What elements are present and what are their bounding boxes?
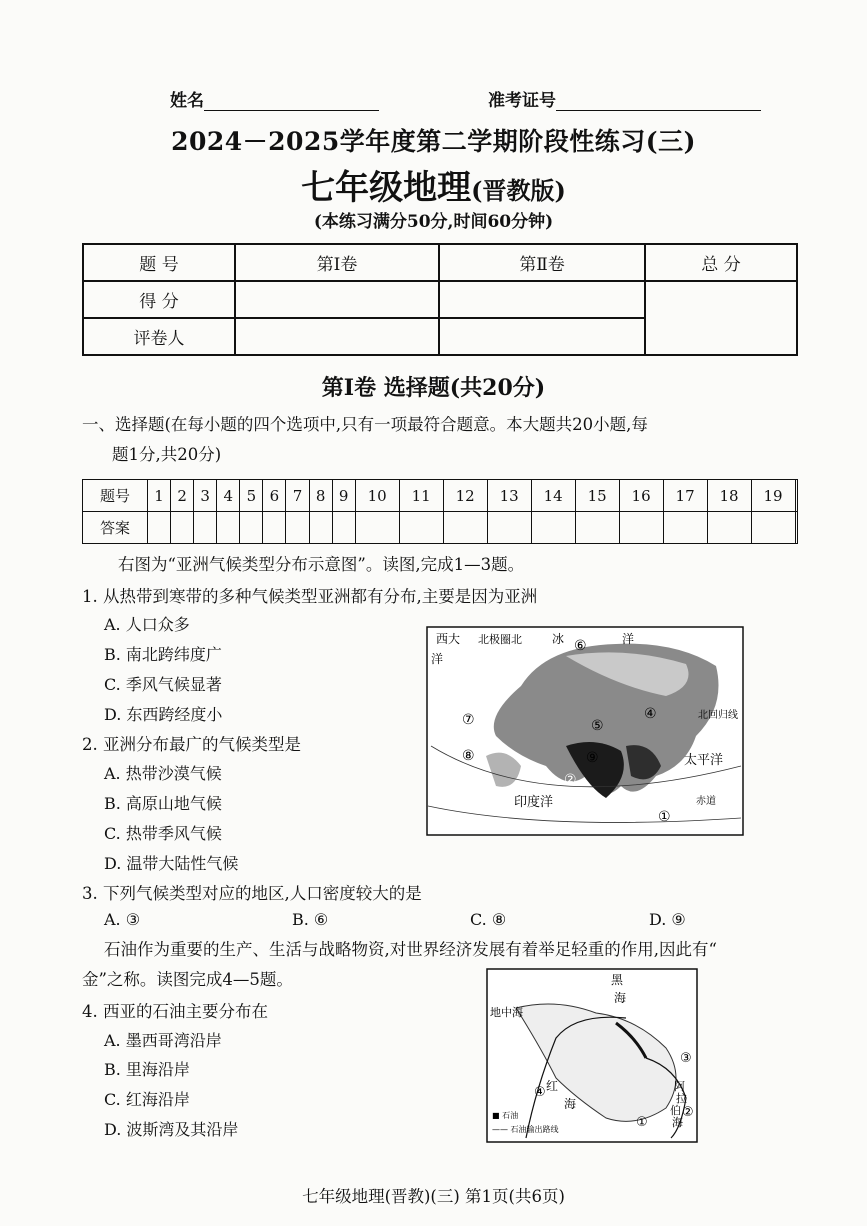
- answer-number-cell: 18: [707, 480, 751, 512]
- map-marker-6: ⑥: [574, 638, 587, 654]
- map-marker-5: ⑤: [591, 718, 604, 734]
- score-table: [82, 243, 798, 356]
- question-2-option-a: A. 热带沙漠气候: [104, 764, 222, 783]
- answer-input-cell[interactable]: [663, 512, 707, 544]
- answer-number-cell: 8: [309, 480, 332, 512]
- answer-input-cell-extra[interactable]: [795, 512, 797, 544]
- answer-number-cell: 6: [263, 480, 286, 512]
- label-sea1: 海: [614, 991, 627, 1005]
- asia-climate-map: [426, 626, 744, 836]
- answer-row-answer-label: 答案: [83, 512, 148, 544]
- answer-number-cell: 5: [240, 480, 263, 512]
- question-1-stem: 1. 从热带到寒带的多种气候类型亚洲都有分布,主要是因为亚洲: [82, 587, 538, 606]
- answer-number-cell-extra: [795, 480, 797, 512]
- map2-marker-3: ③: [680, 1051, 692, 1066]
- answer-input-cell[interactable]: [575, 512, 619, 544]
- answer-input-cell[interactable]: [171, 512, 194, 544]
- question-2-option-c: C. 热带季风气候: [104, 824, 222, 843]
- answer-number-cell: 1: [148, 480, 171, 512]
- question-1-option-c: C. 季风气候显著: [104, 675, 222, 694]
- grader-part1-cell[interactable]: [235, 318, 439, 355]
- label-arabia-4: 海: [672, 1116, 683, 1129]
- label-arabia-1: 阿: [674, 1080, 685, 1093]
- answer-input-cell[interactable]: [332, 512, 355, 544]
- page-footer: 七年级地理(晋教)(三) 第1页(共6页): [302, 1187, 565, 1206]
- question-2-option-d: D. 温带大陆性气候: [104, 854, 239, 873]
- question-2-option-b: B. 高原山地气候: [104, 794, 222, 813]
- passage-1: 右图为“亚洲气候类型分布示意图”。读图,完成1—3题。: [118, 555, 525, 574]
- label-tropic: 北回归线: [698, 710, 738, 721]
- map2-marker-4: ④: [534, 1085, 546, 1100]
- subject-edition: (晋教版): [471, 176, 566, 205]
- question-1-option-d: D. 东西跨经度小: [104, 705, 223, 724]
- label-atlantic2: 洋: [431, 652, 444, 666]
- grader-part2-cell[interactable]: [439, 318, 645, 355]
- answer-input-cell[interactable]: [263, 512, 286, 544]
- score-part1-cell[interactable]: [235, 281, 439, 318]
- passage-2-line-1: 石油作为重要的生产、生活与战略物资,对世界经济发展有着举足轻重的作用,因此有“: [104, 940, 717, 959]
- question-3-option-a: A. ③: [104, 910, 141, 929]
- answer-input-cell[interactable]: [194, 512, 217, 544]
- answer-number-cell: 7: [286, 480, 309, 512]
- map2-marker-1: ①: [636, 1115, 648, 1130]
- answer-input-cell[interactable]: [399, 512, 443, 544]
- map-marker-9: ⑨: [586, 750, 599, 766]
- answer-number-cell: 15: [575, 480, 619, 512]
- exam-title: 2024－2025学年度第二学期阶段性练习(三): [171, 127, 696, 156]
- label-red-sea: 红: [546, 1079, 559, 1093]
- question-4-option-c: C. 红海沿岸: [104, 1090, 190, 1109]
- label-indian-ocean: 印度洋: [514, 795, 554, 810]
- passage-2-line-2: 金”之称。读图完成4—5题。: [82, 970, 293, 989]
- section1-instruction-2: 题1分,共20分): [112, 445, 222, 464]
- question-2-stem: 2. 亚洲分布最广的气候类型是: [82, 735, 301, 754]
- answer-input-cell[interactable]: [240, 512, 263, 544]
- section1-title: 第Ⅰ卷 选择题(共20分): [321, 375, 546, 401]
- score-total-cell[interactable]: [645, 281, 797, 355]
- label-mediterranean: 地中海: [490, 1006, 523, 1019]
- answer-input-cell[interactable]: [217, 512, 240, 544]
- map-marker-2: ②: [564, 772, 577, 788]
- legend-oil: ■ 石油: [492, 1111, 519, 1120]
- answer-input-cell[interactable]: [355, 512, 399, 544]
- exam-id-line: [556, 94, 761, 111]
- answer-number-cell: 16: [619, 480, 663, 512]
- score-part2-header: 第Ⅱ卷: [439, 244, 645, 281]
- label-black-sea: 黑: [611, 973, 624, 987]
- answer-input-cell[interactable]: [443, 512, 487, 544]
- answer-input-cell[interactable]: [531, 512, 575, 544]
- question-4-option-b: B. 里海沿岸: [104, 1060, 190, 1079]
- map2-marker-2: ②: [682, 1105, 694, 1120]
- question-3-stem: 3. 下列气候类型对应的地区,人口密度较大的是: [82, 884, 422, 903]
- name-label: 姓名: [170, 91, 204, 111]
- score-row-label: 得 分: [83, 281, 235, 318]
- label-ice: 冰: [552, 632, 565, 646]
- answer-number-cell: 9: [332, 480, 355, 512]
- answer-input-cell[interactable]: [286, 512, 309, 544]
- subject-title-main: 七年级地理: [301, 168, 472, 208]
- question-4-option-a: A. 墨西哥湾沿岸: [104, 1031, 222, 1050]
- middle-east-oil-map: [486, 968, 698, 1143]
- answer-number-cell: 4: [217, 480, 240, 512]
- question-1-option-b: B. 南北跨纬度广: [104, 645, 222, 664]
- answer-number-cell: 14: [531, 480, 575, 512]
- score-part1-header: 第Ⅰ卷: [235, 244, 439, 281]
- answer-number-cell: 3: [194, 480, 217, 512]
- answer-input-cell[interactable]: [148, 512, 171, 544]
- subject-title: [0, 160, 867, 209]
- name-line: [204, 94, 379, 111]
- map-marker-8: ⑧: [462, 748, 475, 764]
- answer-row-number-label: 题号: [83, 480, 148, 512]
- exam-id-field[interactable]: [488, 86, 761, 111]
- score-header-cell: 题 号: [83, 244, 235, 281]
- answer-number-cell: 13: [487, 480, 531, 512]
- answer-number-cell: 10: [355, 480, 399, 512]
- answer-input-cell[interactable]: [707, 512, 751, 544]
- label-arabia-2: 拉: [676, 1092, 687, 1105]
- section1-instruction-1: 一、选择题(在每小题的四个选项中,只有一项最符合题意。本大题共20小题,每: [82, 415, 648, 434]
- answer-number-cell: 17: [663, 480, 707, 512]
- grader-row-label: 评卷人: [83, 318, 235, 355]
- answer-input-cell[interactable]: [487, 512, 531, 544]
- map-marker-4: ④: [644, 706, 657, 722]
- score-part2-cell[interactable]: [439, 281, 645, 318]
- question-4-stem: 4. 西亚的石油主要分布在: [82, 1002, 268, 1021]
- answer-input-cell[interactable]: [309, 512, 332, 544]
- map-marker-1: ①: [658, 809, 671, 825]
- question-3-option-c: C. ⑧: [470, 910, 507, 929]
- question-1-option-a: A. 人口众多: [104, 615, 190, 634]
- answer-number-cell: 12: [443, 480, 487, 512]
- exam-id-label: 准考证号: [488, 91, 556, 111]
- question-3-option-d: D. ⑨: [649, 910, 686, 929]
- label-equator: 赤道: [696, 796, 716, 807]
- answer-number-cell: 2: [171, 480, 194, 512]
- label-arabia-3: 伯: [670, 1104, 681, 1117]
- question-3-option-b: B. ⑥: [292, 910, 329, 929]
- answer-table: [82, 479, 798, 544]
- name-field[interactable]: [170, 86, 379, 111]
- answer-number-cell: 11: [399, 480, 443, 512]
- label-arctic-ocean: 洋: [622, 632, 635, 646]
- map-marker-7: ⑦: [462, 712, 475, 728]
- label-sea2: 海: [564, 1097, 577, 1111]
- label-atlantic: 西大: [436, 632, 461, 646]
- question-4-option-d: D. 波斯湾及其沿岸: [104, 1120, 239, 1139]
- score-total-header: 总 分: [645, 244, 797, 281]
- answer-input-cell[interactable]: [751, 512, 795, 544]
- label-arctic: 北极圈北: [478, 633, 522, 646]
- exam-subtitle: (本练习满分50分,时间60分钟): [313, 212, 554, 232]
- legend-route: —— 石油输出路线: [492, 1125, 559, 1134]
- label-pacific: 太平洋: [684, 753, 724, 768]
- answer-input-cell[interactable]: [619, 512, 663, 544]
- answer-number-cell: 19: [751, 480, 795, 512]
